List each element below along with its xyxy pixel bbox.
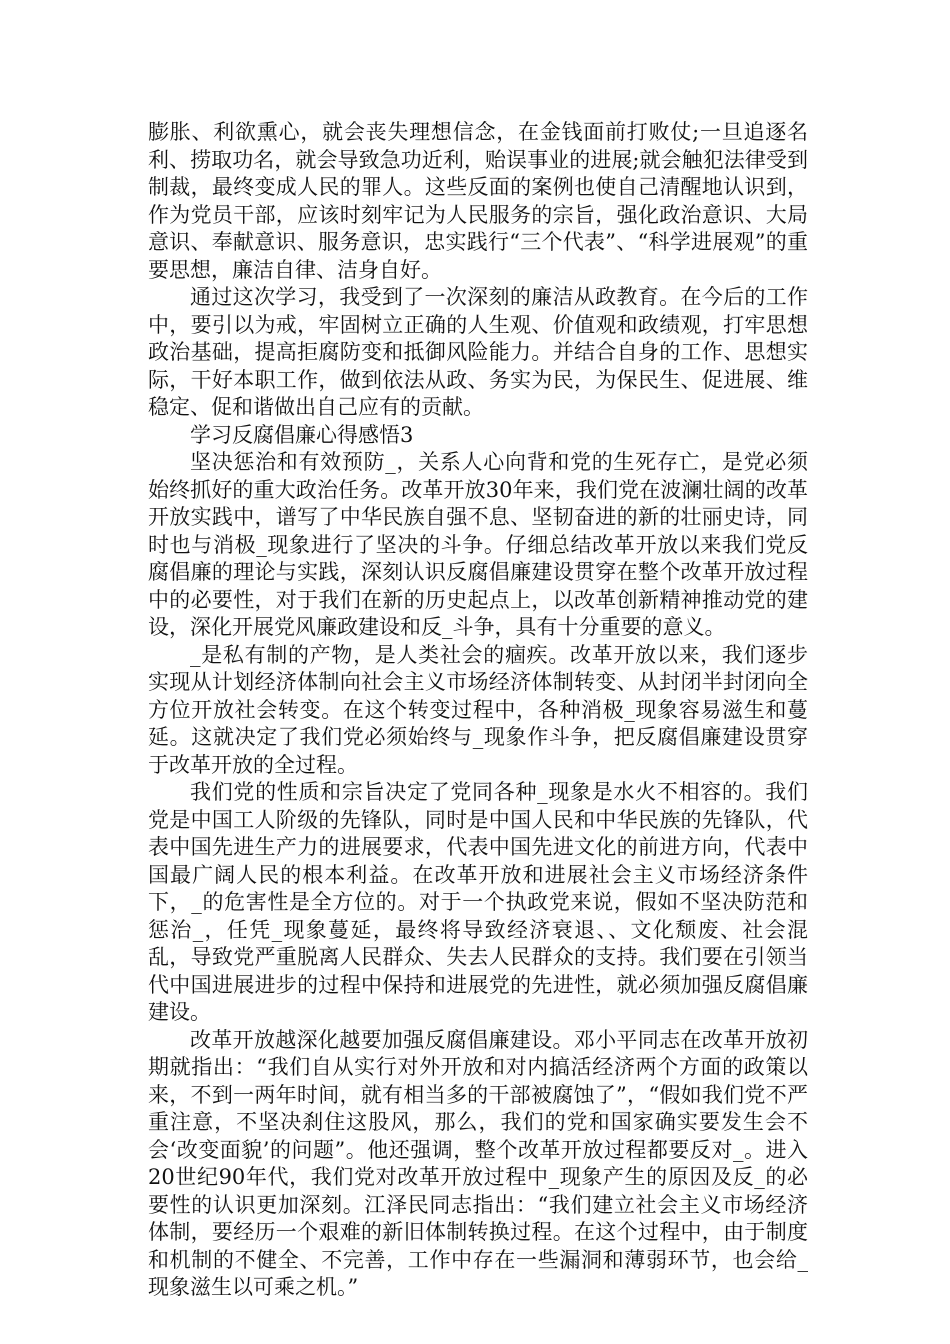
paragraph-resolute-punishment: 坚决惩治和有效预防_，关系人心向背和党的生死存亡，是党必须始终抓好的重大政治任务。改革开放30年来，我们党在波澜壮阔的改革开放实践中，谱写了中华民族自强不息、坚韧奋进的新的壮丽史诗，同时也与消极_现象进行了坚决的斗争。仔细总结改革开放以来我们党反腐倡廉的理论与实践，深刻认识反腐倡廉建设贯穿在整个改革开放过程中的必要性，对于我们在新的历史起点上，以改革创新精神推动党的建设，深化开展党风廉政建设和反_斗争，具有十分重要的意义。	[148, 450, 808, 639]
paragraph-continuation: 膨胀、利欲熏心，就会丧失理想信念，在金钱面前打败仗;一旦追逐名利、捞取功名，就会导致急功近利，贻误事业的进展;就会触犯法律受到制裁，最终变成人民的罪人。这些反面的案例也使自己清醒地认识到，作为党员干部，应该时刻牢记为人民服务的宗旨，强化政治意识、大局意识、奉献意识、服务意识，忠实践行“三个代表”、“科学进展观”的重要思想，廉洁自律、洁身自好。	[148, 120, 808, 282]
section-heading: 学习反腐倡廉心得感悟3	[190, 422, 414, 447]
paragraph-private-ownership: _是私有制的产物，是人类社会的痼疾。改革开放以来，我们逐步实现从计划经济体制向社会主义市场经济体制转变、从封闭半封闭向全方位开放社会转变。在这个转变过程中，各种消极_现象容易滋生和蔓延。这就决定了我们党必须始终与_现象作斗争，把反腐倡廉建设贯穿于改革开放的全过程。	[148, 642, 808, 777]
paragraph-party-nature: 我们党的性质和宗旨决定了党同各种_现象是水火不相容的。我们党是中国工人阶级的先锋队，同时是中国人民和中华民族的先锋队，代表中国先进生产力的进展要求，代表中国先进文化的前进方向，代表中国最广阔人民的根本利益。在改革开放和进展社会主义市场经济条件下，_的危害性是全方位的。对于一个执政党来说，假如不坚决防范和惩治_，任凭_现象蔓延，最终将导致经济衰退、、文化颓废、社会混乱，导致党严重脱离人民群众、失去人民群众的支持。我们要在引领当代中国进展进步的过程中保持和进展党的先进性，就必须加强反腐倡廉建设。	[148, 780, 808, 1024]
document-body	[148, 119, 808, 1302]
paragraph-reform-deepening: 改革开放越深化越要加强反腐倡廉建设。邓小平同志在改革开放初期就指出：“我们自从实行对外开放和对内搞活经济两个方面的政策以来，不到一两年时间，就有相当多的干部被腐蚀了”，“假如我们党不严重注意，不坚决刹住这股风，那么，我们的党和国家确实要发生会不会‘改变面貌’的问题”。他还强调，整个改革开放过程都要反对_。进入20世纪90年代，我们党对改革开放过程中_现象产生的原因及反_的必要性的认识更加深刻。江泽民同志指出：“我们建立社会主义市场经济体制，要经历一个艰难的新旧体制转换过程。在这个过程中，由于制度和机制的不健全、不完善，工作中存在一些漏洞和薄弱环节，也会给_现象滋生以可乘之机。”	[148, 1027, 808, 1299]
paragraph-study-education: 通过这次学习，我受到了一次深刻的廉洁从政教育。在今后的工作中，要引以为戒，牢固树立正确的人生观、价值观和政绩观，打牢思想政治基础，提高拒腐防变和抵御风险能力。并结合自身的工作、思想实际，干好本职工作，做到依法从政、务实为民，为保民生、促进展、维稳定、促和谐做出自己应有的贡献。	[148, 285, 808, 419]
